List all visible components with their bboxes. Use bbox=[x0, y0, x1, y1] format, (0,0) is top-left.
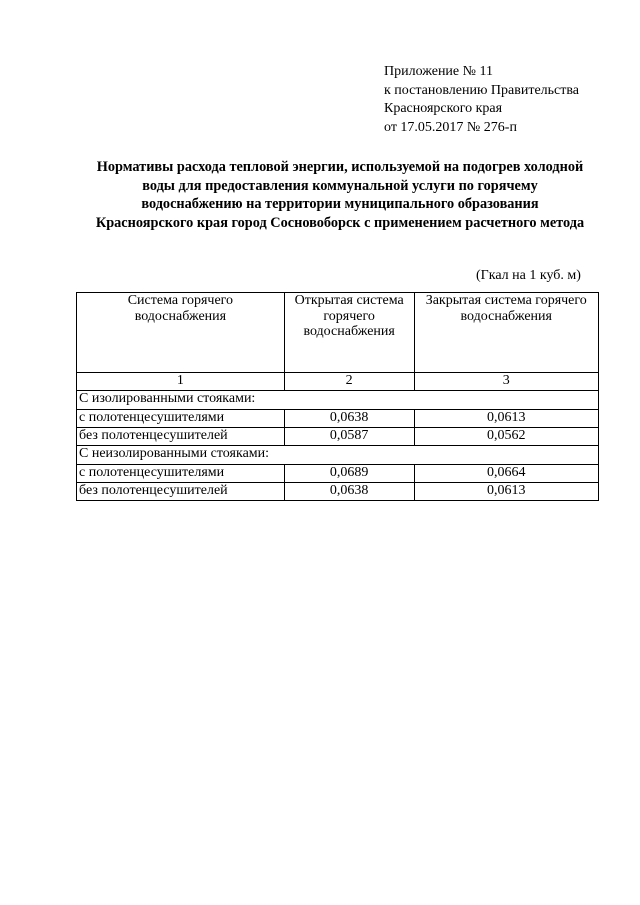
row-label: без полотенцесушителей bbox=[77, 483, 285, 501]
header-system-line: Система горячего bbox=[127, 293, 234, 308]
title-line-2: воды для предоставления коммунальной услуги по горячему bbox=[142, 177, 538, 194]
header-closed-line: водоснабжения bbox=[460, 308, 552, 324]
header-open-line: горячего bbox=[323, 308, 375, 324]
column-number: 1 bbox=[77, 373, 285, 391]
open-system-value: 0,0689 bbox=[284, 465, 414, 483]
units-note: (Гкал на 1 куб. м) bbox=[476, 268, 581, 283]
header-open-line: Открытая система bbox=[294, 293, 404, 308]
column-number-row bbox=[77, 373, 599, 391]
appendix-number: Приложение № 11 bbox=[384, 64, 493, 79]
closed-system-value: 0,0664 bbox=[414, 465, 598, 483]
title-line-1: Нормативы расхода тепловой энергии, используемой на подогрев холодной bbox=[96, 159, 584, 175]
open-system-value: 0,0638 bbox=[284, 410, 414, 428]
header-system-line: водоснабжения bbox=[134, 308, 227, 324]
closed-system-value: 0,0613 bbox=[414, 410, 598, 428]
header-open-system bbox=[284, 293, 414, 373]
section-row-uninsulated bbox=[77, 446, 599, 465]
row-label: с полотенцесушителями bbox=[77, 465, 285, 483]
table-row bbox=[77, 465, 599, 483]
appendix-reference bbox=[384, 63, 579, 137]
document-title bbox=[70, 158, 610, 232]
title-line-3: водоснабжению на территории муниципального образования bbox=[141, 196, 539, 212]
table-header-row bbox=[77, 293, 599, 373]
table-row bbox=[77, 428, 599, 446]
column-number: 2 bbox=[284, 373, 414, 391]
section-row-insulated bbox=[77, 391, 599, 410]
header-closed-system bbox=[414, 293, 598, 373]
header-open-line: водоснабжения bbox=[303, 324, 395, 339]
closed-system-value: 0,0562 bbox=[414, 428, 598, 446]
open-system-value: 0,0587 bbox=[284, 428, 414, 446]
section-title: С неизолированными стояками: bbox=[77, 446, 599, 465]
closed-system-value: 0,0613 bbox=[414, 483, 598, 501]
title-line-4: Красноярского края город Сосновоборск с применением расчетного метода bbox=[95, 214, 585, 231]
appendix-resolution: к постановлению Правительства bbox=[384, 82, 580, 98]
row-label: без полотенцесушителей bbox=[77, 428, 285, 446]
table-row bbox=[77, 410, 599, 428]
open-system-value: 0,0638 bbox=[284, 483, 414, 501]
header-closed-line: Закрытая система горячего bbox=[425, 293, 587, 308]
appendix-date: от 17.05.2017 № 276-п bbox=[384, 119, 517, 135]
appendix-region: Красноярского края bbox=[384, 101, 503, 116]
section-title: С изолированными стояками: bbox=[77, 391, 599, 410]
row-label: с полотенцесушителями bbox=[77, 410, 285, 428]
column-number: 3 bbox=[414, 373, 598, 391]
norms-table bbox=[76, 292, 599, 501]
header-system bbox=[77, 293, 285, 373]
table-row bbox=[77, 483, 599, 501]
